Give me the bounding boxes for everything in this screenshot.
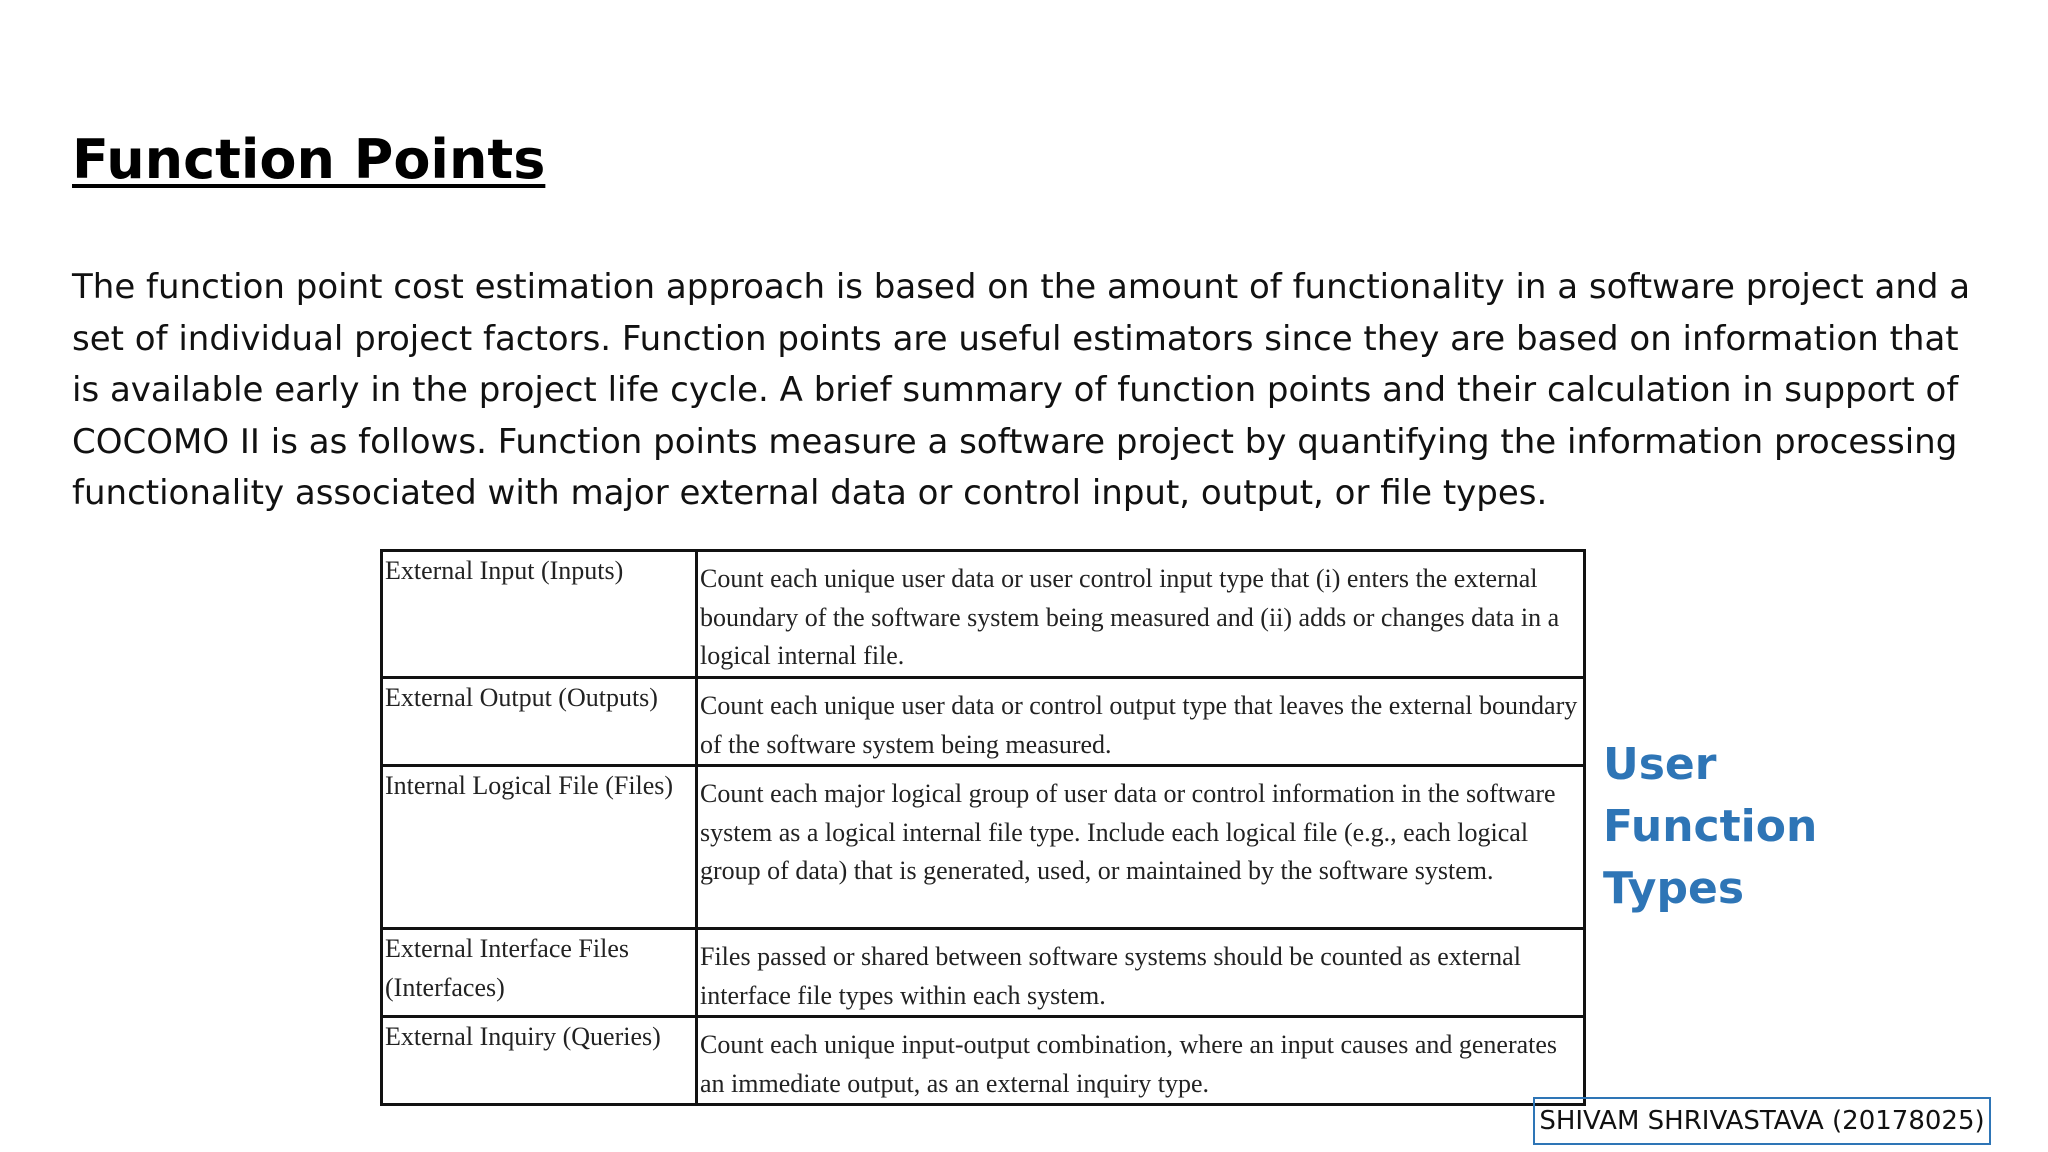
table-row (382, 1017, 1585, 1105)
function-type-cell: External Inquiry (Queries) (382, 1017, 697, 1105)
function-description-cell: Count each unique user data or control output type that leaves the external boundary of the software system being measured. (697, 678, 1585, 766)
author-badge: SHIVAM SHRIVASTAVA (20178025) (1533, 1097, 1991, 1145)
function-type-cell: External Interface Files (Interfaces) (382, 929, 697, 1017)
table-row (382, 766, 1585, 929)
function-type-cell: External Input (Inputs) (382, 551, 697, 678)
function-description-cell: Count each major logical group of user data or control information in the software system as a logical internal file type. Include each logical file (e.g., each logical group of data) that is generated, used, or maintained by the software system. (697, 766, 1585, 929)
function-types-table (380, 549, 1586, 1106)
function-description-cell: Files passed or shared between software systems should be counted as external interface file types within each system. (697, 929, 1585, 1017)
table-row (382, 678, 1585, 766)
function-description-cell: Count each unique input-output combination, where an input causes and generates an immediate output, as an external inquiry type. (697, 1017, 1585, 1105)
table-row (382, 929, 1585, 1017)
slide-title: Function Points (72, 128, 546, 191)
user-function-types-label: User Function Types (1603, 739, 1818, 914)
function-description-cell: Count each unique user data or user control input type that (i) enters the external boundary of the software system being measured and (ii) adds or changes data in a logical internal file. (697, 551, 1585, 678)
slide-body-text: The function point cost estimation approach is based on the amount of functionality in a software project and a set of individual project factors. Function points are useful estimators since they are based on information that is available early in the project life cycle. A brief summary of function points and their calculation in support of COCOMO II is as follows. Function points measure a software project by quantifying the information processing functionality associated with major external data or control input, output, or file types. (72, 267, 1971, 513)
function-type-cell: Internal Logical File (Files) (382, 766, 697, 929)
table-row (382, 551, 1585, 678)
function-type-cell: External Output (Outputs) (382, 678, 697, 766)
